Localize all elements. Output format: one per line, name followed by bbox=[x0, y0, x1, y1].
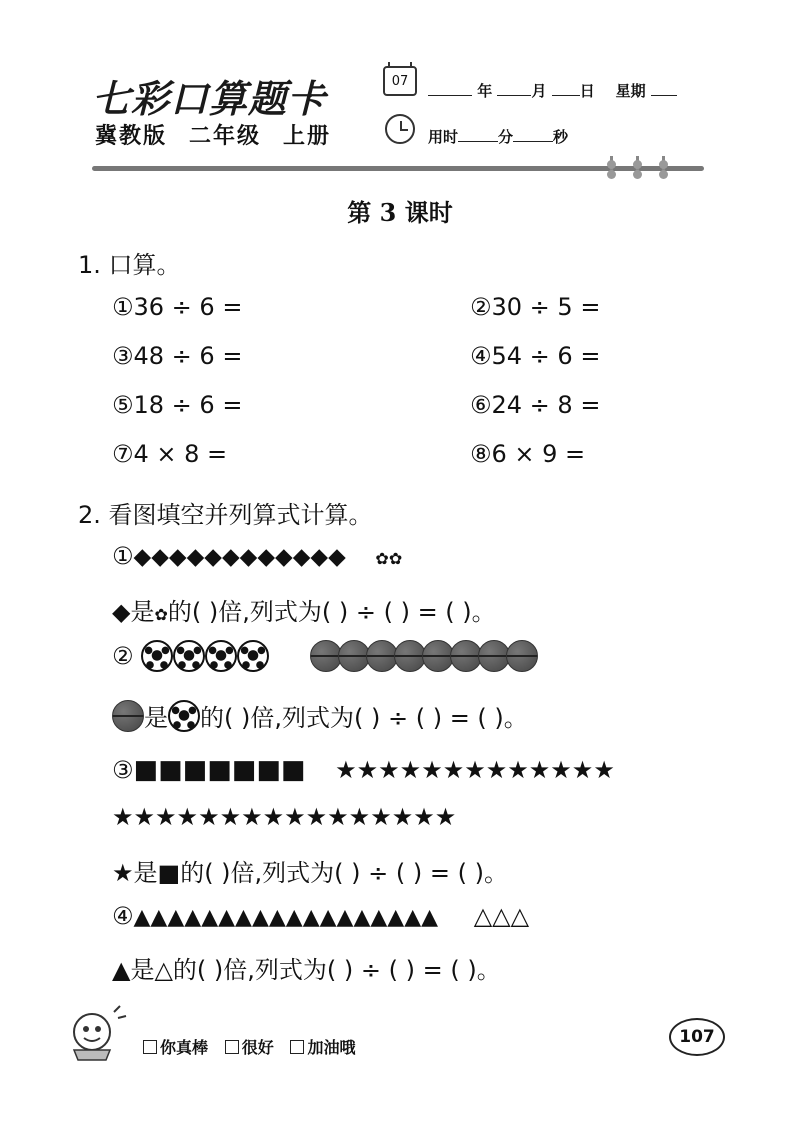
date-line bbox=[428, 80, 677, 101]
basketball-icon bbox=[506, 640, 538, 672]
seconds-field[interactable] bbox=[513, 127, 553, 142]
time-label: 用时 bbox=[428, 128, 459, 146]
sentence-rest: 的( )倍,列式为( ) ÷ ( ) = ( )。 bbox=[167, 598, 496, 626]
seconds-label: 秒 bbox=[553, 128, 569, 146]
bead-decoration bbox=[662, 156, 665, 178]
time-line bbox=[428, 126, 568, 147]
mascot-icon bbox=[62, 1002, 132, 1066]
bead-decoration bbox=[610, 156, 613, 178]
weekday-field[interactable] bbox=[651, 81, 677, 96]
weekday-label: 星期 bbox=[615, 82, 646, 100]
part-number: ④ bbox=[112, 902, 134, 930]
square-group: ■■■■■■■ bbox=[133, 755, 306, 785]
rating-label: 加油哦 bbox=[307, 1038, 356, 1057]
lesson-title: 第 3 课时 bbox=[347, 198, 453, 227]
q1-title: 1. 口算。 bbox=[78, 251, 181, 279]
q1-item: ①36 ÷ 6 = bbox=[112, 293, 243, 321]
day-label: 日 bbox=[579, 82, 595, 100]
rating-label: 你真棒 bbox=[160, 1038, 209, 1057]
q2-part3-sentence: ★是■的( )倍,列式为( ) ÷ ( ) = ( )。 bbox=[112, 859, 508, 887]
sentence-start: 是 bbox=[144, 704, 168, 732]
q2-part1-figure bbox=[112, 542, 402, 570]
q1-item: ⑧6 × 9 = bbox=[470, 440, 586, 468]
q2-part2-sentence bbox=[112, 698, 528, 732]
q2-title: 2. 看图填空并列算式计算。 bbox=[78, 501, 373, 529]
grade: 二年级 bbox=[189, 124, 262, 149]
q2-part4-figure bbox=[112, 902, 529, 930]
basketball-icon bbox=[112, 700, 144, 732]
soccer-ball-icon bbox=[141, 640, 173, 672]
part-number: ③ bbox=[112, 756, 134, 784]
year-field[interactable] bbox=[428, 81, 472, 96]
sentence-start: ◆是 bbox=[112, 598, 155, 626]
soccer-ball-icon bbox=[168, 700, 200, 732]
minutes-field[interactable] bbox=[458, 127, 498, 142]
part-number: ① bbox=[112, 542, 134, 570]
page-number: 107 bbox=[669, 1018, 725, 1056]
soccer-ball-icon bbox=[237, 640, 269, 672]
calendar-day: 07 bbox=[391, 74, 409, 89]
calendar-icon bbox=[383, 66, 417, 96]
bead-decoration bbox=[636, 156, 639, 178]
star-group: ★★★★★★★★★★★★★ bbox=[335, 756, 615, 784]
flower-icon: ✿ bbox=[154, 605, 168, 624]
checkbox-keep-going[interactable] bbox=[290, 1040, 304, 1054]
q1-item: ⑦4 × 8 = bbox=[112, 440, 228, 468]
part-number: ② bbox=[112, 642, 134, 670]
month-field[interactable] bbox=[497, 81, 531, 96]
publisher: 冀教版 bbox=[95, 124, 168, 149]
q2-part4-sentence: ▲是△的( )倍,列式为( ) ÷ ( ) = ( )。 bbox=[112, 956, 501, 984]
month-label: 月 bbox=[531, 82, 547, 100]
soccer-ball-icon bbox=[205, 640, 237, 672]
white-triangle-group: △△△ bbox=[473, 902, 530, 930]
flower-group: ✿✿ bbox=[375, 549, 403, 568]
diamond-group: ◆◆◆◆◆◆◆◆◆◆◆◆ bbox=[133, 544, 346, 570]
day-field[interactable] bbox=[552, 81, 580, 96]
q1-item: ⑤18 ÷ 6 = bbox=[112, 391, 243, 419]
star-group-row2: ★★★★★★★★★★★★★★★★ bbox=[112, 803, 457, 831]
checkbox-great[interactable] bbox=[143, 1040, 157, 1054]
rating-label: 很好 bbox=[241, 1038, 274, 1057]
black-triangle-group: ▲▲▲▲▲▲▲▲▲▲▲▲▲▲▲▲▲▲ bbox=[133, 905, 439, 930]
soccer-ball-icon bbox=[173, 640, 205, 672]
q1-item: ⑥24 ÷ 8 = bbox=[470, 391, 601, 419]
q1-item: ③48 ÷ 6 = bbox=[112, 342, 243, 370]
brand-title: 七彩口算题卡 bbox=[92, 76, 327, 121]
clock-icon bbox=[385, 114, 415, 144]
checkbox-good[interactable] bbox=[225, 1040, 239, 1054]
sentence-rest: 的( )倍,列式为( ) ÷ ( ) = ( )。 bbox=[200, 704, 528, 732]
q1-item: ④54 ÷ 6 = bbox=[470, 342, 601, 370]
q1-item: ②30 ÷ 5 = bbox=[470, 293, 601, 321]
q2-part3-figure bbox=[112, 755, 615, 785]
q2-part2-figure bbox=[112, 640, 534, 674]
q2-part1-sentence bbox=[112, 592, 496, 627]
edition-info bbox=[95, 119, 353, 150]
year-label: 年 bbox=[477, 82, 493, 100]
minutes-label: 分 bbox=[498, 128, 514, 146]
volume: 上册 bbox=[283, 124, 332, 149]
rating-options bbox=[143, 1035, 355, 1058]
